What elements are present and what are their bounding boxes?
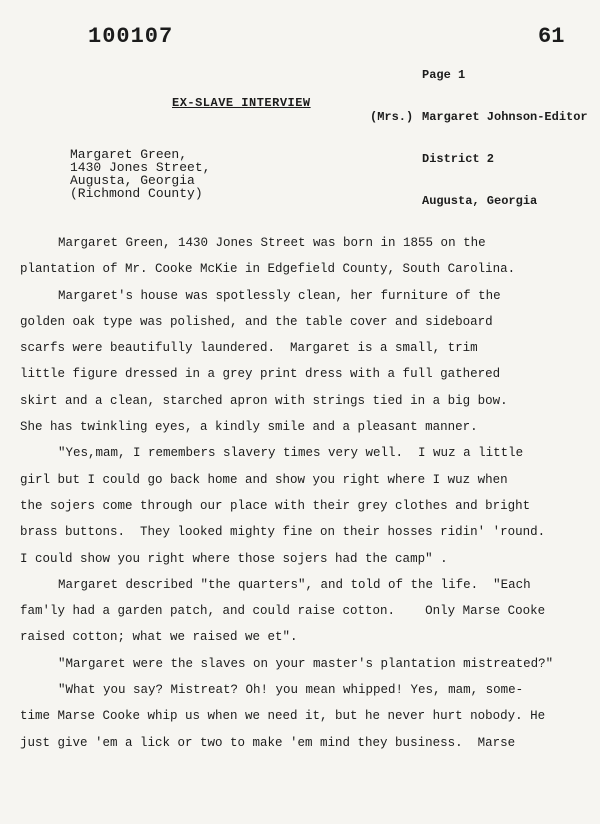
body-line: I could show you right where those sojers had the camp" . [20,551,448,566]
body-line: Margaret Green, 1430 Jones Street was born in 1855 on the [58,236,486,250]
body-line: Margaret's house was spotlessly clean, her furniture of the [58,288,501,303]
body-line: She has twinkling eyes, a kindly smile and a pleasant manner. [20,420,478,435]
address-line: Augusta, Georgia [70,173,195,188]
author-name: Margaret Johnson-Editor [422,110,588,124]
address-line: 1430 Jones Street, [70,160,211,175]
body-line: brass buttons. They looked mighty fine on their hosses ridin' 'round. [20,525,546,540]
address-line: (Richmond County) [70,186,203,201]
district: District 2 [422,152,495,166]
body-line: scarfs were beautifully laundered. Margaret is a small, trim [20,341,478,356]
author-line [370,110,588,124]
body-line: girl but I could go back home and show you right where I wuz when [20,472,508,487]
header-block [370,40,588,236]
body-line: "Margaret were the slaves on your master's plantation mistreated?" [58,656,554,671]
document-number: 100107 [88,24,174,49]
body-line: fam'ly had a garden patch, and could raise cotton. Only Marse Cooke [20,604,546,619]
body-line: skirt and a clean, starched apron with strings tied in a big bow. [20,393,508,408]
body-line: plantation of Mr. Cooke McKie in Edgefield County, South Carolina. [20,262,516,277]
author-prefix: (Mrs.) [370,110,414,124]
page-number: 61 [538,24,565,49]
body-line: "What you say? Mistreat? Oh! you mean whipped! Yes, mam, some- [58,683,524,698]
body-line: little figure dressed in a grey print dress with a full gathered [20,367,501,382]
page-label: Page 1 [422,68,466,82]
interview-title: EX-SLAVE INTERVIEW [172,96,311,110]
location: Augusta, Georgia [422,194,538,208]
body-line: just give 'em a lick or two to make 'em mind they business. Marse [20,735,516,750]
body-line: "Yes,mam, I remembers slavery times very well. I wuz a little [58,446,524,461]
body-line: time Marse Cooke whip us when we need it, but he never hurt nobody. He [20,709,546,724]
address-block [70,148,210,200]
body-line: Margaret described "the quarters", and told of the life. "Each [58,577,531,592]
body-line: raised cotton; what we raised we et". [20,630,298,645]
body-line: the sojers come through our place with their grey clothes and bright [20,498,531,513]
interview-body [20,230,590,756]
body-line: golden oak type was polished, and the table cover and sideboard [20,314,493,329]
address-line: Margaret Green, [70,147,188,162]
